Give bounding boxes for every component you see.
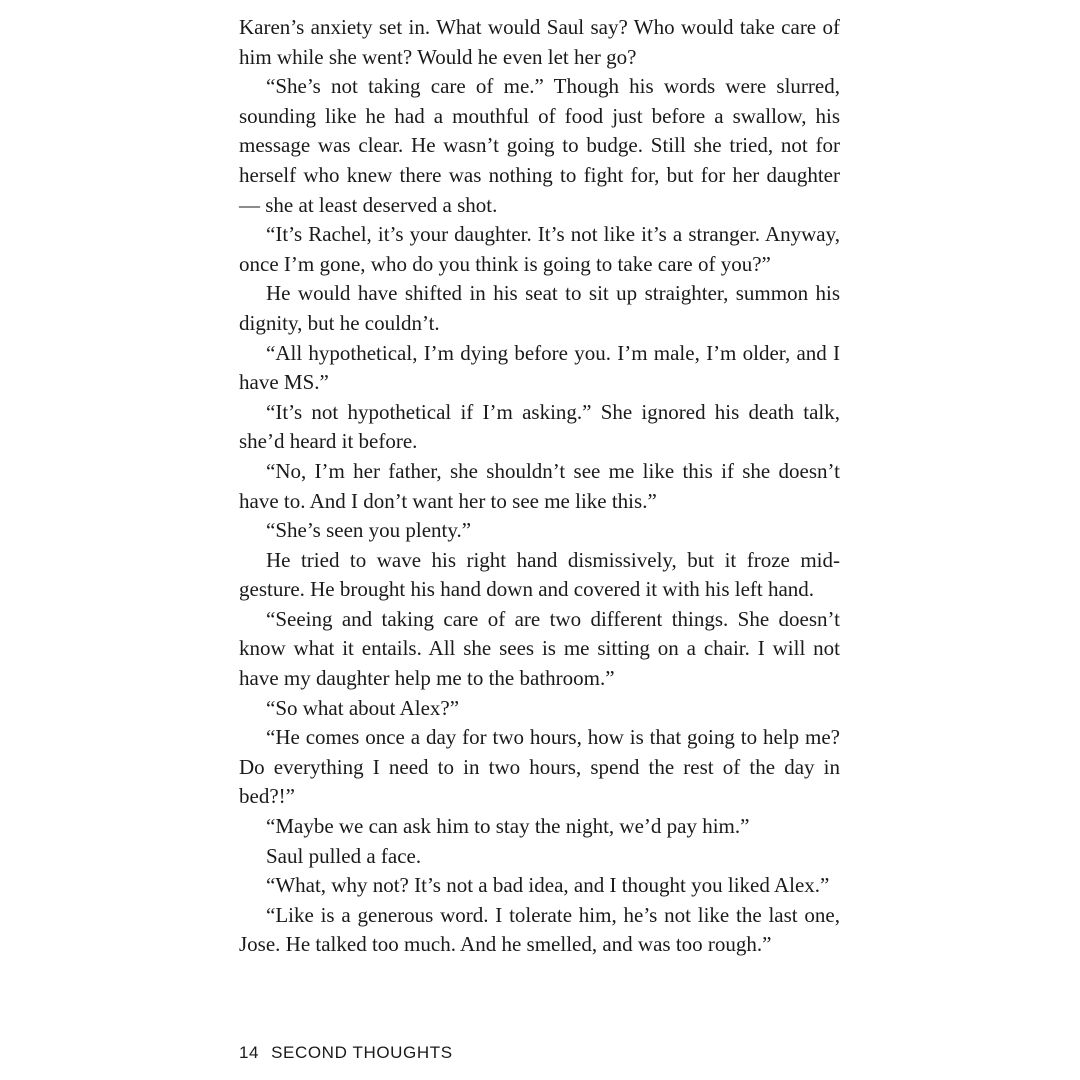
paragraph: Karen’s anxiety set in. What would Saul say? Who would take care of him while she went? Would he even let her go? [239,15,840,69]
paragraph: “Like is a generous word. I tolerate him, he’s not like the last one, Jose. He talked too much. And he smelled, and was too rough.” [239,902,840,957]
paragraph: “All hypothetical, I’m dying before you. I’m male, I’m older, and I have MS.” [239,340,840,395]
page-footer [239,1043,453,1063]
paragraph: “So what about Alex?” [266,695,460,720]
running-title: SECOND THOUGHTS [271,1043,453,1062]
page-number: 14 [239,1043,260,1062]
paragraph: “What, why not? It’s not a bad idea, and I thought you liked Alex.” [266,873,830,898]
paragraph: “Maybe we can ask him to stay the night, we’d pay him.” [266,814,750,839]
paragraph: “No, I’m her father, she shouldn’t see me like this if she doesn’t have to. And I don’t want her to see me like this.” [239,458,840,513]
paragraph: “She’s not taking care of me.” Though his words were slurred, sounding like he had a mouthful of food just before a swallow, his message was clear. He wasn’t going to budge. Still she tried, not for herself who knew there was nothing to fight for, but for her daughter — she at least deserved a shot. [239,74,840,217]
paragraph: “She’s seen you plenty.” [266,518,472,543]
paragraph: “He comes once a day for two hours, how is that going to help me? Do everything I need to in two hours, spend the rest of the day in bed?!” [239,725,840,809]
paragraph: “It’s not hypothetical if I’m asking.” She ignored his death talk, she’d heard it before. [239,399,840,454]
paragraph: Saul pulled a face. [266,843,422,868]
paragraph: He tried to wave his right hand dismissively, but it froze midgesture. He brought his hand down and covered it with his left hand. [239,547,840,602]
paragraph: He would have shifted in his seat to sit up straighter, summon his dignity, but he couldn’t. [239,281,840,335]
paragraph: “It’s Rachel, it’s your daughter. It’s not like it’s a stranger. Anyway, once I’m gone, who do you think is going to take care of you?” [239,222,840,276]
paragraph: “Seeing and taking care of are two different things. She doesn’t know what it entails. All she sees is me sitting on a chair. I will not have my daughter help me to the bathroom.” [239,606,840,691]
body-text [239,13,840,960]
